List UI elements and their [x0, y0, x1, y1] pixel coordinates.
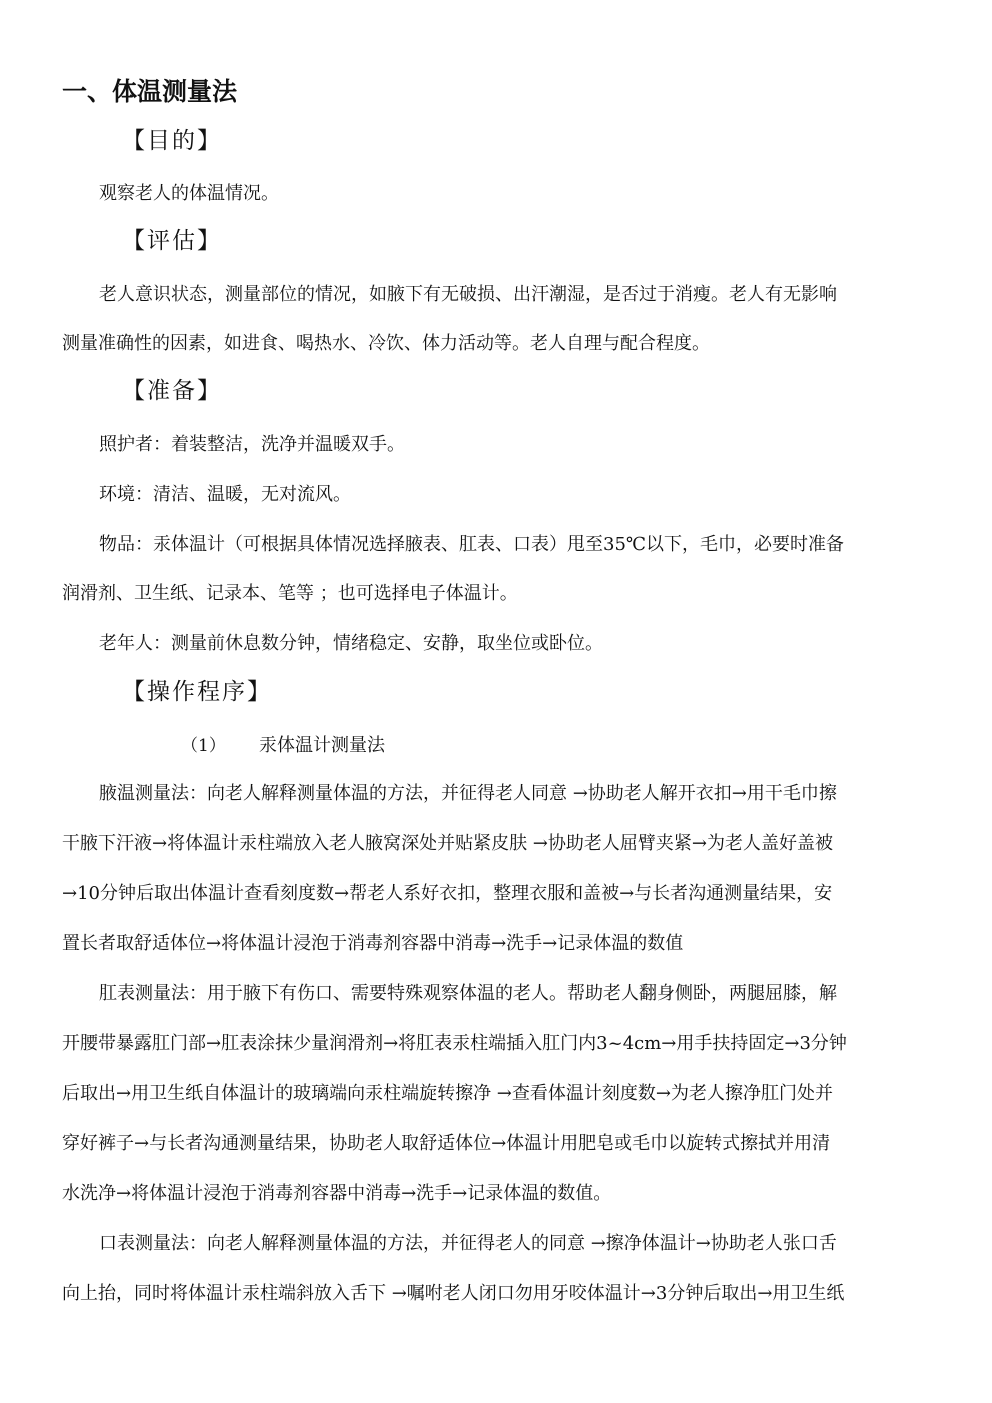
heading-preparation: 【准备】	[122, 378, 222, 404]
axillary-line: 置长者取舒适体位→将体温计浸泡于消毒剂容器中消毒→洗手→记录体温的数值	[62, 933, 684, 954]
heading-procedure: 【操作程序】	[122, 679, 272, 705]
rectal-line: 后取出→用卫生纸自体温计的玻璃端向汞柱端旋转擦净 →查看体温计刻度数→为老人擦净肛门处并	[62, 1083, 833, 1104]
purpose-line: 观察老人的体温情况。	[99, 183, 279, 204]
axillary-line: 腋温测量法：向老人解释测量体温的方法，并征得老人同意 →协助老人解开衣扣→用干毛巾擦	[99, 783, 837, 804]
rectal-line: 水洗净→将体温计浸泡于消毒剂容器中消毒→洗手→记录体温的数值。	[62, 1183, 612, 1204]
oral-line: 向上抬，同时将体温计汞柱端斜放入舌下 →嘱咐老人闭口勿用牙咬体温计→3分钟后取出→用卫生纸	[62, 1283, 845, 1304]
subsection-title: 汞体温计测量法	[259, 735, 385, 756]
assessment-line: 老人意识状态，测量部位的情况，如腋下有无破损、出汗潮湿，是否过于消瘦。老人有无影响	[99, 284, 837, 305]
rectal-line: 穿好裤子→与长者沟通测量结果，协助老人取舒适体位→体温计用肥皂或毛巾以旋转式擦拭并用清	[62, 1133, 831, 1154]
prep-caregiver: 照护者：着装整洁，洗净并温暖双手。	[99, 434, 405, 455]
assessment-line: 测量准确性的因素，如进食、喝热水、冷饮、体力活动等。老人自理与配合程度。	[62, 333, 710, 354]
rectal-line: 开腰带暴露肛门部→肛表涂抹少量润滑剂→将肛表汞柱端插入肛门内3~4cm→用手扶持固定→3分钟	[62, 1033, 847, 1054]
oral-line: 口表测量法：向老人解释测量体温的方法，并征得老人的同意 →擦净体温计→协助老人张口舌	[99, 1233, 837, 1254]
prep-items-line: 物品：汞体温计（可根据具体情况选择腋表、肛表、口表）甩至35℃以下，毛巾，必要时准备	[99, 534, 845, 555]
axillary-line: →10分钟后取出体温计查看刻度数→帮老人系好衣扣，整理衣服和盖被→与长者沟通测量结果，安	[62, 883, 833, 904]
section-title: 一、体温测量法	[62, 77, 238, 106]
prep-elderly: 老年人：测量前休息数分钟，情绪稳定、安静，取坐位或卧位。	[99, 633, 603, 654]
prep-environment: 环境：清洁、温暖，无对流风。	[99, 484, 351, 505]
subsection-number: （1）	[181, 736, 226, 756]
axillary-line: 干腋下汗液→将体温计汞柱端放入老人腋窝深处并贴紧皮肤 →协助老人屈臂夹紧→为老人盖好盖被	[62, 833, 833, 854]
rectal-line: 肛表测量法：用于腋下有伤口、需要特殊观察体温的老人。帮助老人翻身侧卧，两腿屈膝，解	[99, 983, 837, 1004]
prep-items-line: 润滑剂、卫生纸、记录本、笔等 ；也可选择电子体温计。	[62, 583, 518, 604]
heading-purpose: 【目的】	[122, 128, 222, 154]
heading-assessment: 【评估】	[122, 228, 222, 254]
